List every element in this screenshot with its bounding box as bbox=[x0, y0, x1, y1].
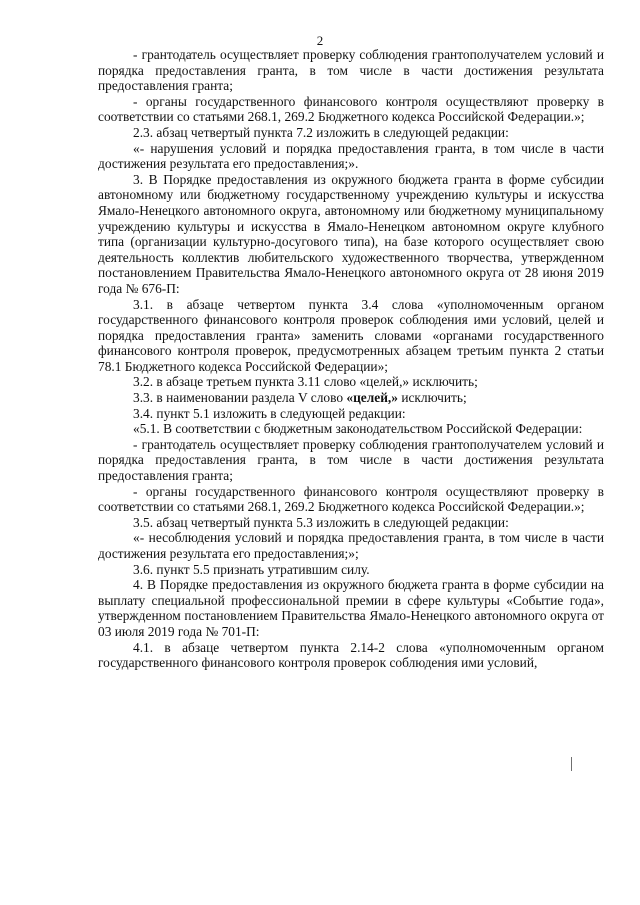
paragraph-3-3 bbox=[98, 390, 604, 406]
paragraph: - грантодатель осуществляет проверку соблюдения грантополучателем условий и порядка предоставления гранта, в том числе в части достижения результата предоставления гранта; bbox=[98, 436, 604, 484]
paragraph: «- несоблюдения условий и порядка предоставления гранта, в том числе в части достижения результата его предоставления;»; bbox=[98, 530, 604, 561]
paragraph: 3.2. в абзаце третьем пункта 3.11 слово «целей,» исключить; bbox=[133, 374, 478, 390]
bold-word: «целей,» bbox=[346, 390, 398, 406]
paragraph: 4.1. в абзаце четвертом пункта 2.14-2 слова «уполномоченным органом государственного финансового контроля проверок соблюдения ими условий, bbox=[98, 639, 604, 671]
scan-artifact-mark bbox=[571, 757, 572, 771]
paragraph: 3.5. абзац четвертый пункта 5.3 изложить в следующей редакции: bbox=[133, 514, 509, 530]
paragraph: «- нарушения условий и порядка предоставления гранта, в том числе в части достижения результата его предоставления;». bbox=[98, 140, 604, 172]
paragraph: «5.1. В соответствии с бюджетным законодательством Российской Федерации: bbox=[133, 421, 583, 437]
paragraph: 3.6. пункт 5.5 признать утратившим силу. bbox=[133, 561, 370, 577]
paragraph: 3.1. в абзаце четвертом пункта 3.4 слова «уполномоченным органом государственного финансового контроля проверок соблюдения ими условий, целей и порядка предоставления гранта» заменить словами «органами государственного финансового контроля проверок, предусмотренных абзацем третьим пункта 2 статьи 78.1 Бюджетного кодекса Российской Федерации»; bbox=[98, 296, 604, 374]
paragraph: - органы государственного финансового контроля осуществляют проверку в соответствии со статьями 268.1, 269.2 Бюджетного кодекса Российской Федерации.»; bbox=[98, 93, 604, 125]
paragraph-text: исключить; bbox=[397, 390, 467, 406]
paragraph: - грантодатель осуществляет проверку соблюдения грантополучателем условий и порядка предоставления гранта, в том числе в части достижения результата предоставления гранта; bbox=[98, 47, 604, 94]
paragraph: 2.3. абзац четвертый пункта 7.2 изложить в следующей редакции: bbox=[133, 124, 509, 140]
paragraph: 3.4. пункт 5.1 изложить в следующей редакции: bbox=[133, 405, 406, 421]
page-number: 2 bbox=[316, 33, 324, 48]
document-body bbox=[98, 47, 604, 671]
paragraph-text: 3.3. в наименовании раздела V слово bbox=[133, 390, 347, 406]
paragraph: - органы государственного финансового контроля осуществляют проверку в соответствии со статьями 268.1, 269.2 Бюджетного кодекса Российской Федерации.»; bbox=[98, 483, 604, 515]
paragraph: 3. В Порядке предоставления из окружного бюджета гранта в форме субсидии автономному или бюджетному государственному учреждению культуры и искусства Ямало-Ненецкого автономного округа, автономному или бюджетному муниципальному учреждению культуры и искусства в Ямало-Ненецком автономном округе клубного типа (организации культурно-досугового типа), на базе которого осуществляет свою деятельность коллектив любительского художественного творчества, утвержденном постановлением Правительства Ямало-Ненецкого автономного округа от 28 июня 2019 года № 676-П: bbox=[98, 171, 604, 296]
paragraph: 4. В Порядке предоставления из окружного бюджета гранта в форме субсидии на выплату специальной профессиональной премии в сфере культуры «Событие года», утвержденном постановлением Правительства Ямало-Ненецкого автономного округа от 03 июля 2019 года № 701-П: bbox=[98, 577, 604, 639]
